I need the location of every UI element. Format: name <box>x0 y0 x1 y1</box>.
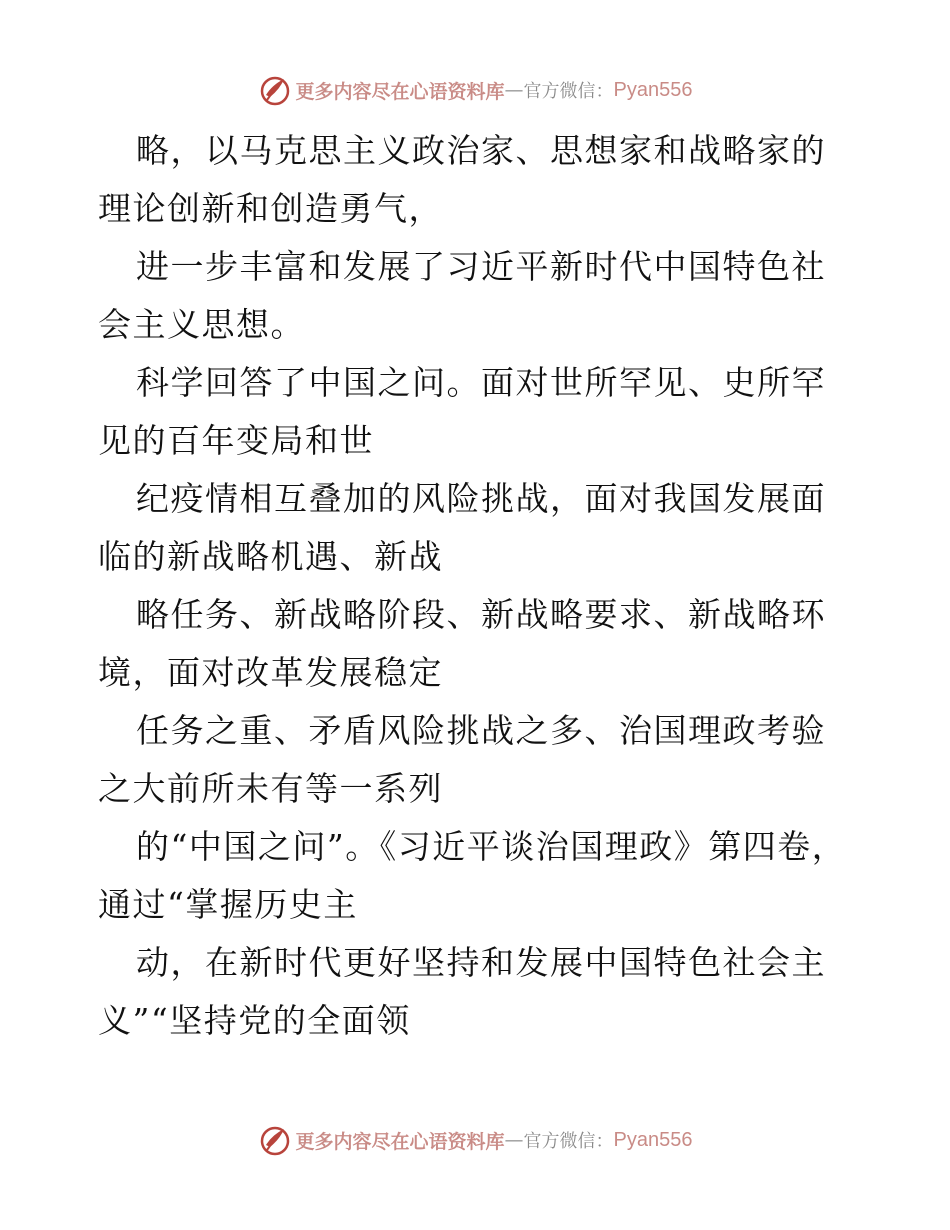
banner-text: 更多内容尽在心语资料库 <box>295 1130 505 1153</box>
paragraph: 动，在新时代更好坚持和发展中国特色社会主义”“坚持党的全面领 <box>98 943 826 1040</box>
quill-pen-logo-icon <box>258 73 292 107</box>
paragraph: 略任务、新战略阶段、新战略要求、新战略环境，面对改革发展稳定 <box>98 595 826 692</box>
paragraph: 略，以马克思主义政治家、思想家和战略家的理论创新和创造勇气， <box>98 131 826 228</box>
quill-pen-logo-icon <box>258 1123 292 1157</box>
paragraph: 的“中国之问”。《习近平谈治国理政》第四卷，通过“掌握历史主 <box>98 827 847 924</box>
banner-separator: — <box>504 1129 524 1151</box>
banner-wechat-id: Pyan556 <box>613 1128 693 1151</box>
paragraph: 任务之重、矛盾风险挑战之多、治国理政考验之大前所未有等一系列 <box>98 711 826 808</box>
footer-watermark-banner <box>0 1120 950 1160</box>
banner-wechat-label: 官方微信： <box>523 1131 614 1152</box>
banner-separator: — <box>504 79 524 101</box>
banner-wechat-id: Pyan556 <box>613 78 693 101</box>
banner-text: 更多内容尽在心语资料库 <box>295 80 505 103</box>
paragraph: 进一步丰富和发展了习近平新时代中国特色社会主义思想。 <box>98 247 826 344</box>
header-watermark-banner <box>0 70 950 110</box>
document-body <box>98 122 858 1050</box>
paragraph: 科学回答了中国之问。面对世所罕见、史所罕见的百年变局和世 <box>98 363 826 460</box>
paragraph: 纪疫情相互叠加的风险挑战，面对我国发展面临的新战略机遇、新战 <box>98 479 826 576</box>
banner-wechat-label: 官方微信： <box>523 81 614 102</box>
